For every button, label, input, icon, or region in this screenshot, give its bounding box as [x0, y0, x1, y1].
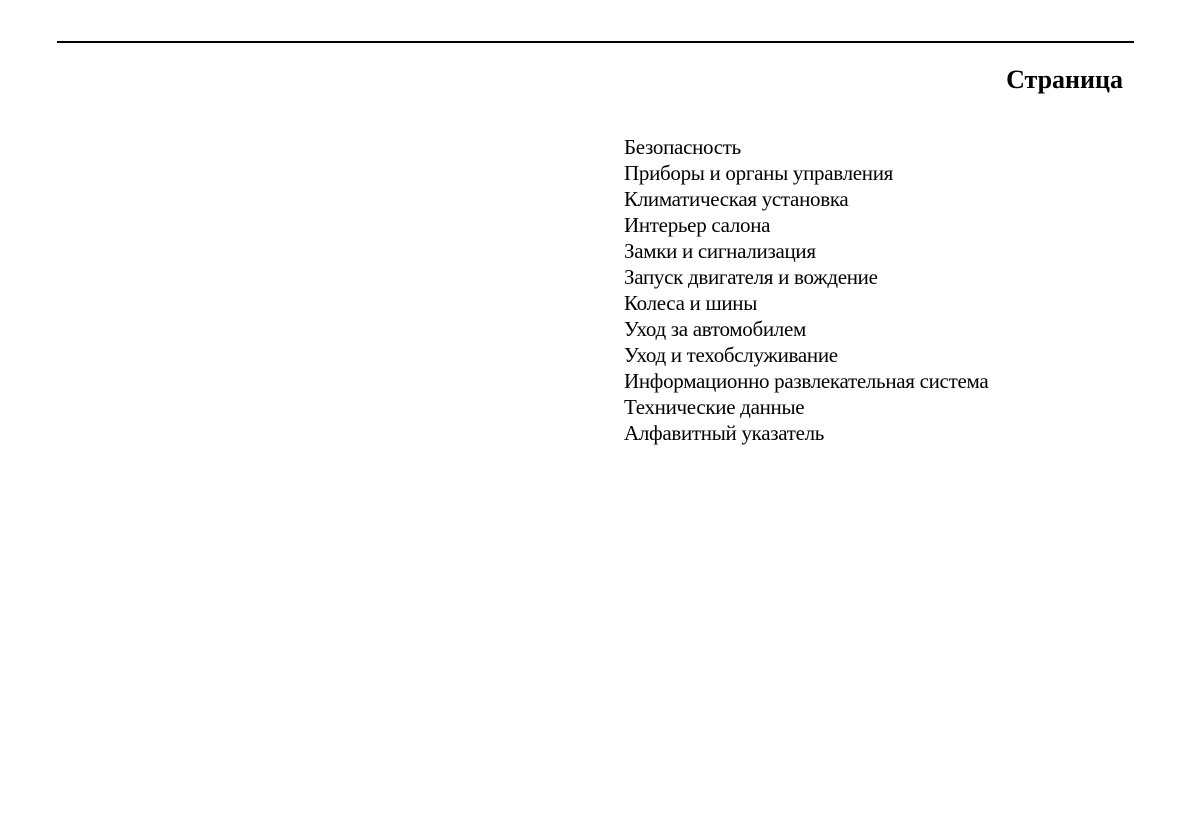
toc-item-technical-data[interactable]: Технические данные: [624, 395, 805, 419]
toc-item-climate-control[interactable]: Климатическая установка: [624, 187, 849, 211]
toc-item-instruments-controls[interactable]: Приборы и органы управления: [624, 161, 894, 185]
toc-item-safety[interactable]: Безопасность: [624, 135, 741, 159]
toc-item-locks-alarm[interactable]: Замки и сигнализация: [624, 239, 816, 263]
table-of-contents: [624, 134, 988, 446]
toc-item-care-maintenance[interactable]: Уход и техобслуживание: [624, 343, 838, 367]
toc-item-wheels-tires[interactable]: Колеса и шины: [624, 291, 758, 315]
toc-item-infotainment[interactable]: Информационно развлекательная система: [624, 369, 989, 393]
toc-item-vehicle-care[interactable]: Уход за автомобилем: [624, 317, 806, 341]
toc-item-starting-driving[interactable]: Запуск двигателя и вождение: [624, 265, 878, 289]
header-divider: [57, 41, 1134, 43]
toc-item-interior[interactable]: Интерьер салона: [624, 213, 771, 237]
toc-item-index[interactable]: Алфавитный указатель: [624, 421, 825, 445]
page-column-heading: Страница: [1006, 65, 1123, 94]
